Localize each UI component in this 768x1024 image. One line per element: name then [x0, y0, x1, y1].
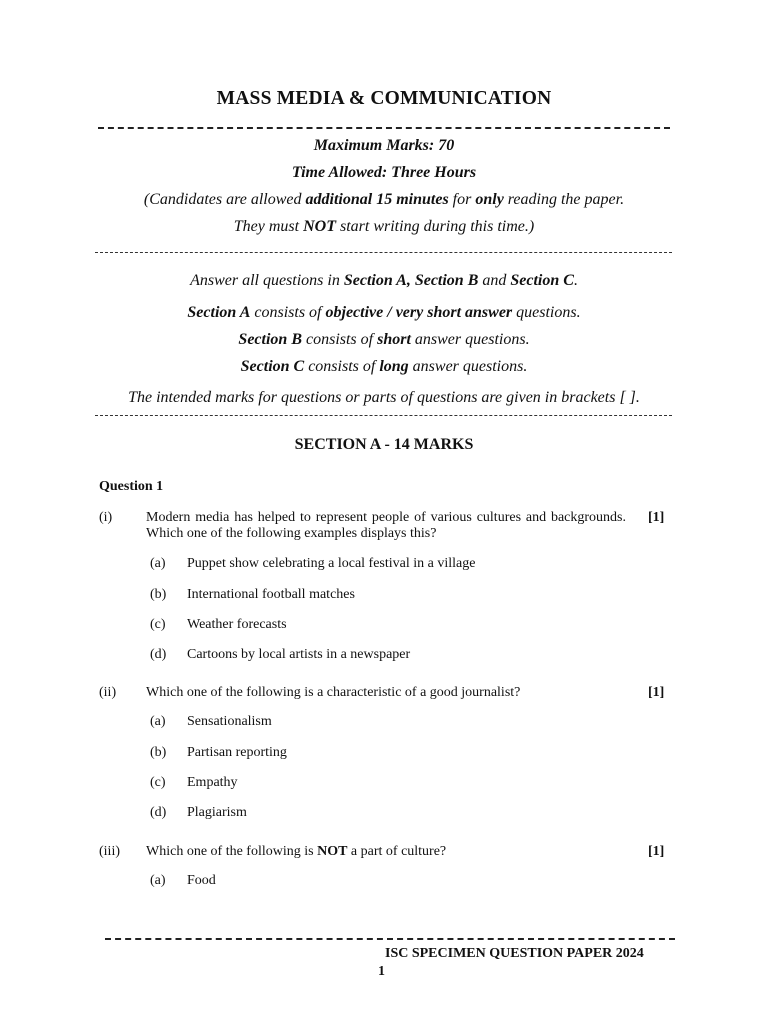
instruction-line: [0, 271, 768, 291]
text-segment: and: [478, 272, 511, 289]
text-segment: reading the paper.: [503, 191, 625, 208]
option-text: Empathy: [187, 775, 238, 790]
text-segment: Section A: [187, 304, 251, 321]
option-label: (b): [150, 745, 167, 760]
maximum-marks: Maximum Marks: 70: [313, 137, 455, 154]
part-question-text: [146, 844, 626, 860]
option-label: (b): [150, 587, 167, 602]
text-segment: consists of: [301, 331, 378, 348]
reading-time-note-line1: [0, 190, 768, 210]
part-marks: [1]: [648, 685, 665, 700]
part-number: (iii): [99, 844, 120, 859]
footer-divider: [105, 938, 675, 940]
option-label: (d): [150, 647, 167, 662]
option-text: Weather forecasts: [187, 617, 287, 632]
text-segment: additional 15 minutes: [305, 191, 449, 208]
part-marks: [1]: [648, 510, 665, 525]
text-segment: questions.: [512, 304, 581, 321]
text-segment: Section C: [510, 272, 574, 289]
option-text: Puppet show celebrating a local festival in a village: [187, 556, 476, 571]
text-segment: They must: [233, 218, 304, 235]
text-segment: The intended marks for questions or parts of questions are given in brackets [ ].: [128, 389, 640, 406]
text-segment: Which one of the following is: [146, 844, 318, 859]
text-segment: a part of culture?: [347, 844, 447, 859]
text-segment: Section C: [240, 358, 305, 375]
instruction-line: [0, 303, 768, 323]
part-marks: [1]: [648, 844, 665, 859]
time-allowed: Time Allowed: Three Hours: [291, 164, 477, 181]
text-segment: Section A, Section B: [343, 272, 479, 289]
text-segment: only: [475, 191, 504, 208]
paper-title: MASS MEDIA & COMMUNICATION: [216, 88, 552, 109]
option-label: (c): [150, 775, 166, 790]
text-segment: answer questions.: [408, 358, 528, 375]
instruction-line: [0, 357, 768, 377]
text-segment: NOT: [303, 218, 336, 235]
option-text: Cartoons by local artists in a newspaper: [187, 647, 411, 662]
part-number: (i): [99, 510, 113, 525]
option-label: (d): [150, 805, 167, 820]
text-segment: consists of: [250, 304, 326, 321]
option-text: Plagiarism: [187, 805, 247, 820]
text-segment: Section B: [238, 331, 302, 348]
part-number: (ii): [99, 685, 117, 700]
instruction-line: [0, 388, 768, 408]
text-segment: Which one of the following is a characteristic of a good journalist?: [146, 685, 521, 700]
section-heading: SECTION A - 14 MARKS: [294, 436, 474, 453]
part-question-text: [146, 685, 626, 701]
text-segment: Modern media has helped to represent people of various cultures and backgrounds. Which one of the following examples displays this?: [146, 510, 626, 541]
text-segment: Answer all questions in: [190, 272, 344, 289]
text-segment: (Candidates are allowed: [143, 191, 306, 208]
option-label: (a): [150, 556, 166, 571]
reading-time-note-line2: [0, 217, 768, 237]
text-segment: for: [448, 191, 476, 208]
title-divider: [98, 127, 670, 129]
text-segment: long: [379, 358, 409, 375]
option-label: (a): [150, 714, 166, 729]
option-text: International football matches: [187, 587, 355, 602]
text-segment: objective / very short answer: [325, 304, 513, 321]
header-divider: [95, 252, 672, 253]
footer-paper-name: ISC SPECIMEN QUESTION PAPER 2024: [385, 946, 644, 961]
text-segment: consists of: [304, 358, 380, 375]
option-label: (a): [150, 873, 166, 888]
option-label: (c): [150, 617, 166, 632]
instruction-line: [0, 330, 768, 350]
question-heading: Question 1: [99, 479, 164, 494]
option-text: Sensationalism: [187, 714, 272, 729]
part-question-text: [146, 510, 626, 542]
text-segment: answer questions.: [410, 331, 530, 348]
text-segment: NOT: [317, 844, 348, 859]
option-text: Food: [187, 873, 216, 888]
text-segment: start writing during this time.): [335, 218, 535, 235]
text-segment: short: [377, 331, 411, 348]
option-text: Partisan reporting: [187, 745, 287, 760]
text-segment: .: [573, 272, 578, 289]
page-number: 1: [378, 964, 385, 979]
instructions-divider: [95, 415, 672, 416]
